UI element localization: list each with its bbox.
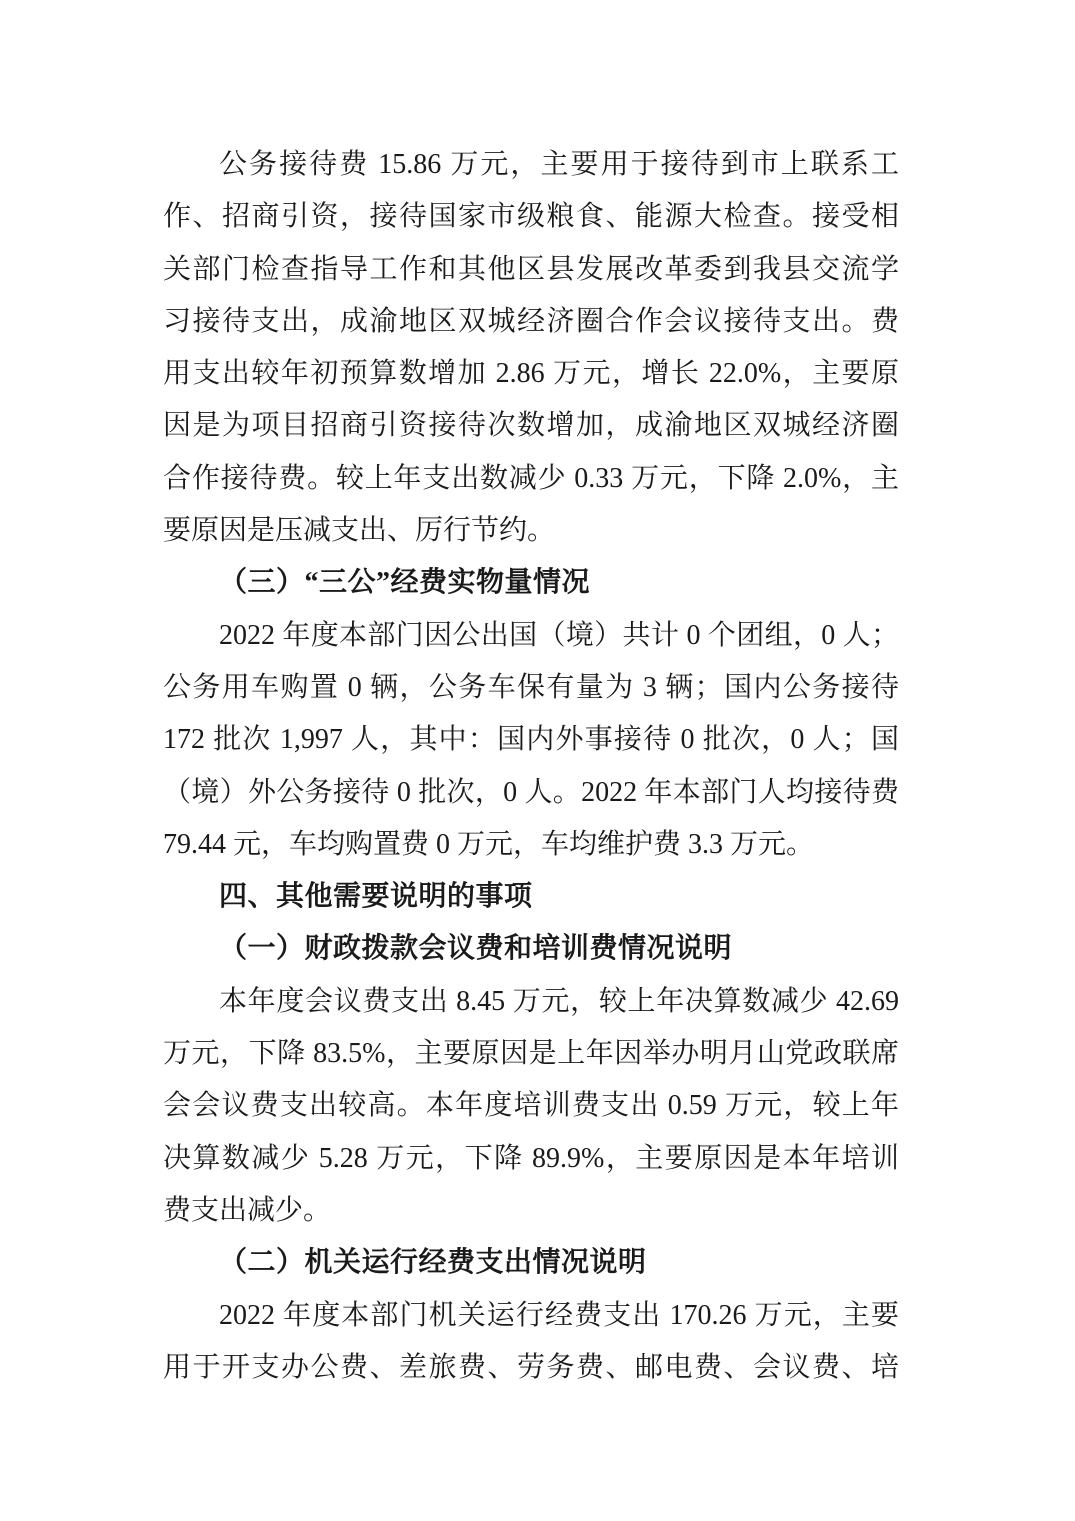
text-line: （一）财政拨款会议费和培训费情况说明 (219, 933, 733, 965)
text-line: 2022 年度本部门因公出国（境）共计 0 个团组，0 人； (219, 619, 899, 651)
text-line: 公务用车购置 0 辆，公务车保有量为 3 辆；国内公务接待 (163, 671, 899, 703)
text-line: 合作接待费。较上年支出数减少 0.33 万元，下降 2.0%，主 (163, 462, 899, 494)
text-line: 决算数减少 5.28 万元，下降 89.9%，主要原因是本年培训 (163, 1142, 899, 1174)
text-line: 会会议费支出较高。本年度培训费支出 0.59 万元，较上年 (163, 1090, 899, 1122)
paragraph (163, 610, 899, 871)
text-line: 费支出减少。 (163, 1194, 332, 1226)
section-heading (163, 1237, 899, 1289)
text-line: 关部门检查指导工作和其他区县发展改革委到我县交流学 (163, 253, 899, 285)
text-line: 四、其他需要说明的事项 (219, 881, 533, 913)
text-line: 习接待支出，成渝地区双城经济圈合作会议接待支出。费 (163, 305, 899, 337)
paragraph (163, 976, 899, 1237)
text-line: 作、招商引资，接待国家市级粮食、能源大检查。接受相 (163, 201, 899, 233)
document-text-body (163, 139, 899, 1394)
text-line: 172 批次 1,997 人，其中：国内外事接待 0 批次，0 人；国 (163, 724, 899, 756)
section-heading (163, 871, 899, 923)
text-line: 本年度会议费支出 8.45 万元，较上年决算数减少 42.69 (219, 985, 899, 1017)
paragraph (163, 1290, 899, 1395)
text-line: 用支出较年初预算数增加 2.86 万元，增长 22.0%，主要原 (163, 358, 899, 390)
text-line: （三）“三公”经费实物量情况 (219, 567, 591, 599)
text-line: （境）外公务接待 0 批次，0 人。2022 年本部门人均接待费 (163, 776, 899, 808)
text-line: 公务接待费 15.86 万元，主要用于接待到市上联系工 (219, 149, 899, 180)
text-line: 万元，下降 83.5%，主要原因是上年因举办明月山党政联席 (163, 1038, 899, 1070)
section-heading (163, 923, 899, 975)
text-line: 因是为项目招商引资接待次数增加，成渝地区双城经济圈 (163, 410, 899, 442)
text-line: 79.44 元，车均购置费 0 万元，车均维护费 3.3 万元。 (163, 828, 815, 860)
text-line: 用于开支办公费、差旅费、劳务费、邮电费、会议费、培 (163, 1351, 899, 1383)
text-line: 2022 年度本部门机关运行经费支出 170.26 万元，主要 (219, 1299, 899, 1331)
section-heading (163, 557, 899, 609)
text-line: （二）机关运行经费支出情况说明 (219, 1247, 647, 1279)
text-line: 要原因是压减支出、厉行节约。 (163, 515, 556, 547)
paragraph (163, 139, 899, 557)
